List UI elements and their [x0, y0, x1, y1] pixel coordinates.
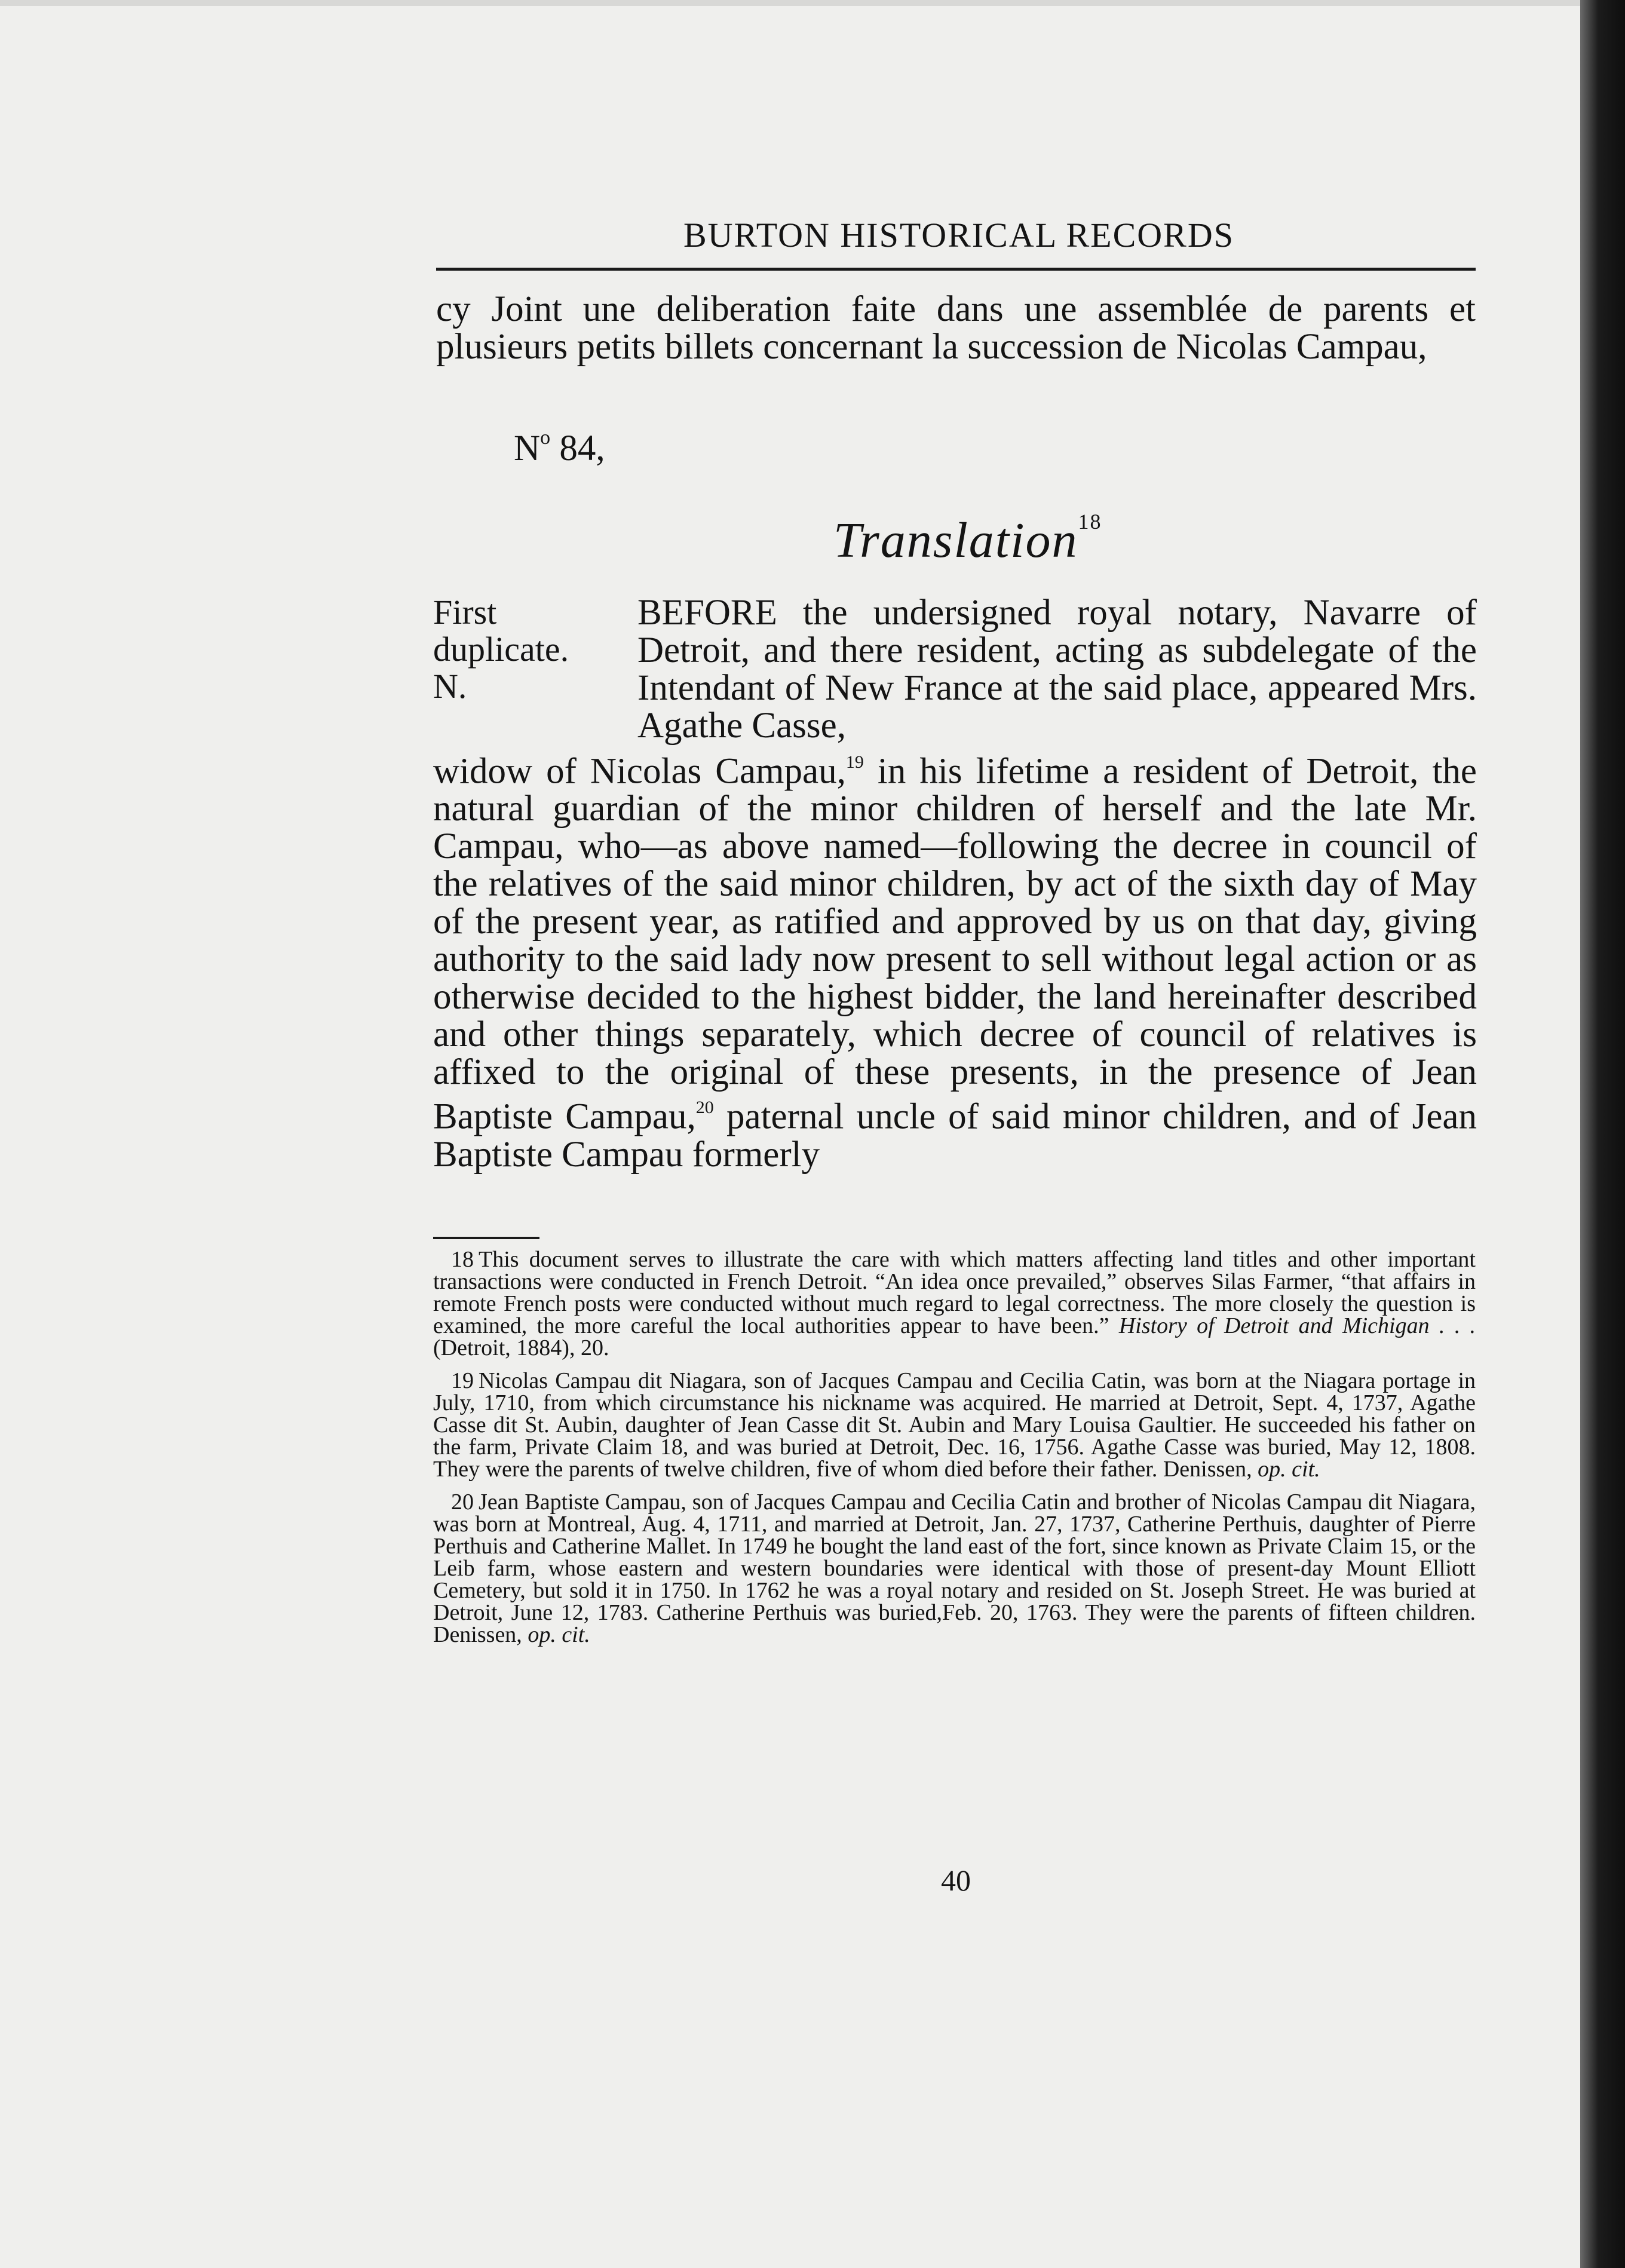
item-number: [514, 428, 605, 470]
header-rule: [436, 268, 1476, 271]
page-number: 40: [941, 1864, 971, 1897]
footnotes: [433, 1249, 1476, 1657]
margin-note: [433, 594, 630, 705]
footnote-number: 19: [451, 1368, 474, 1393]
item-number-prefix: N: [514, 428, 541, 468]
footnote-rule: [433, 1237, 539, 1239]
footnote-text: Nicolas Campau dit Niagara, son of Jacques Campau and Cecilia Catin, was born at the Niagara portage in July, 1710, from which circumstance his nickname was acquired. He married at Detroit, Sept. 4, 1737, Agathe Casse dit St. Aubin, daughter of Jean Casse dit St. Aubin and Mary Louisa Gaultier. He succeeded his father on the farm, Private Claim 18, and was buried at Detroit, Dec. 16, 1756. Agathe Casse was buried, May 12, 1808. They were the parents of twelve children, five of whom died before their father. Denissen,: [433, 1368, 1476, 1482]
margin-note-line: N.: [433, 667, 467, 706]
item-number-sup: o: [540, 426, 551, 449]
margin-note-line: First: [433, 593, 497, 632]
footnote-text: Jean Baptiste Campau, son of Jacques Campau and Cecilia Catin and brother of Nicolas Campau dit Niagara, was born at Montreal, Aug. 4, 1711, and married at Detroit, Jan. 27, 1737, Catherine Perthuis, daughter of Pierre Perthuis and Catherine Mallet. In 1749 he bought the land east of the fort, since known as Private Claim 15, or the Leib farm, whose eastern and western boundaries were identical with those of present-day Mount Elliott Cemetery, but sold it in 1750. In 1762 he was a royal notary and resided on St. Joseph Street. He was buried at Detroit, June 12, 1783. Catherine Perthuis was buried,Feb. 20, 1763. They were the parents of fifteen children. Denissen,: [433, 1489, 1476, 1647]
footnote-tail: (Detroit, 1884), 20.: [433, 1335, 609, 1360]
footnote-20: [433, 1491, 1476, 1646]
footnote-18: [433, 1249, 1476, 1359]
main-paragraph-part: paternal uncle of said minor children, and of Jean Baptiste Campau formerly: [433, 1096, 1477, 1175]
translation-heading-text: Translation: [833, 513, 1078, 568]
main-paragraph-part: widow of Nicolas Campau,: [433, 751, 846, 792]
footnote-number: 20: [451, 1489, 474, 1515]
footnote-text: This document serves to illustrate the care with which matters affecting land titles and other important transactions were conducted in French Detroit. “An idea once prevailed,” observes Silas Farmer, “that affairs in remote French posts were conducted without much regard to legal correctness. The more closely the question is examined, the more careful the local authorities appear to have been.”: [433, 1247, 1476, 1338]
page-top-edge: [0, 0, 1580, 6]
main-paragraph-part: in his lifetime a resident of Detroit, the natural guardian of the minor children of herself and the late Mr. Campau, who—as above named—following the decree in council of the relatives of the said minor children, by act of the sixth day of May of the present year, as ratified and approved by us on that day, giving authority to the said lady now present to sell without legal action or as otherwise decided to the highest bidder, the land hereinafter described and other things separately, which decree of council of relatives is affixed to the original of these presents, in the presence of Jean Baptiste Campau,: [433, 751, 1477, 1137]
footnote-ref: 19: [845, 752, 864, 772]
footnote-number: 18: [451, 1247, 474, 1272]
translation-note-ref: 18: [1078, 510, 1102, 534]
translation-heading: [833, 511, 1102, 569]
footnote-ref: 20: [695, 1098, 714, 1118]
french-continuation: cy Joint une deliberation faite dans une assemblée de parents et plusieurs petits billets concernant la succession de Nicolas Campau,: [436, 289, 1476, 367]
margin-note-line: duplicate.: [433, 630, 569, 669]
footnote-italic: History of Detroit and Michigan . . .: [1118, 1313, 1476, 1338]
main-paragraph: [433, 746, 1477, 1173]
page-edge-shadow: [1580, 0, 1625, 2268]
running-head: BURTON HISTORICAL RECORDS: [683, 216, 1234, 255]
footnote-italic: op. cit.: [528, 1622, 590, 1647]
footnote-italic: op. cit.: [1258, 1457, 1320, 1482]
item-number-value: 84,: [550, 428, 605, 468]
footnote-19: [433, 1370, 1476, 1481]
lead-paragraph: BEFORE the undersigned royal notary, Navarre of Detroit, and there resident, acting as subdelegate of the Intendant of New France at the said place, appeared Mrs. Agathe Casse,: [637, 593, 1477, 746]
